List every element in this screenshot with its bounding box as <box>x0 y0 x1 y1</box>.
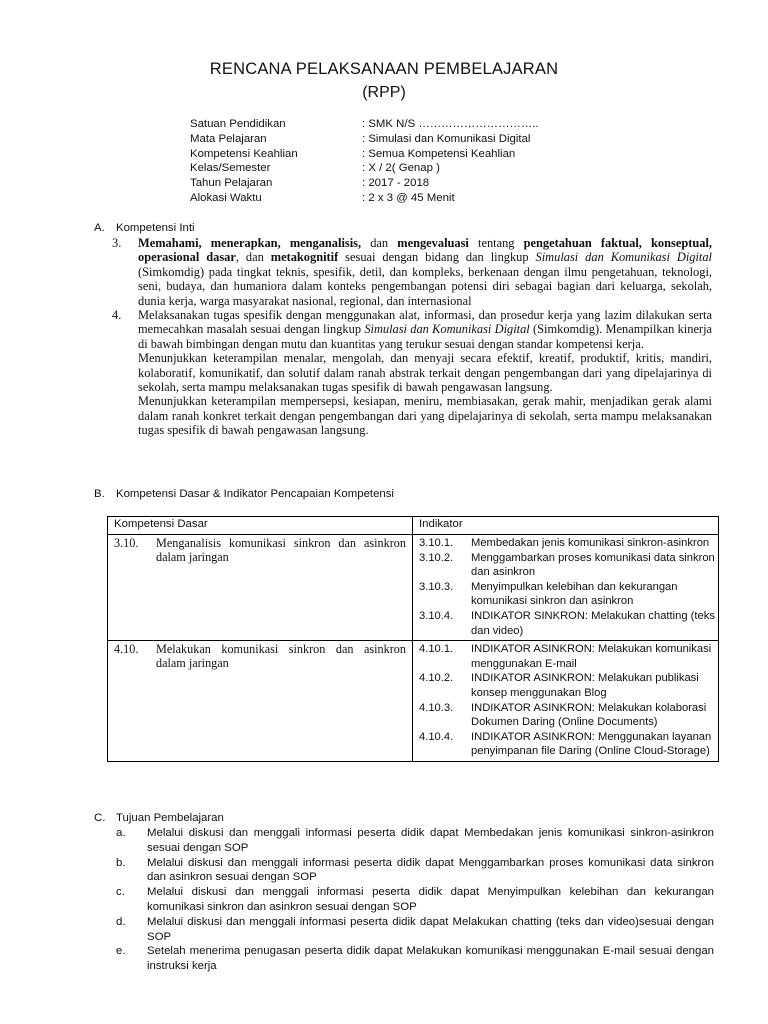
ki-bold-text: Memahami, menerapkan, menganalisis, <box>138 236 362 250</box>
identity-label: Alokasi Waktu <box>190 191 262 204</box>
section-title: Tujuan Pembelajaran <box>116 812 224 824</box>
kd-cell <box>108 535 413 641</box>
ki-italic-text: Simulasi dan Komunikasi Digital <box>535 250 712 265</box>
list-text: Melalui diskusi dan menggali informasi peserta didik dapat Menyimpulkan kelebihan dan kekurangan komunikasi sinkron dan asinkron sesuai dengan SOP <box>147 886 714 913</box>
identity-block <box>190 117 539 206</box>
indicator-item <box>419 609 716 638</box>
section-title: Kompetensi Dasar & Indikator Pencapaian Kompetensi <box>116 488 394 500</box>
kd-entry <box>114 642 406 670</box>
list-letter: d. <box>116 915 126 928</box>
list-item <box>116 885 714 915</box>
list-letter: a. <box>116 827 126 839</box>
ki-bold-text: metakognitif <box>270 250 339 265</box>
kd-number: 4.10. <box>114 642 139 657</box>
ki-text-run: tentang <box>468 236 524 250</box>
identity-label: Kompetensi Keahlian <box>190 147 298 160</box>
list-item <box>116 856 714 886</box>
identity-value: : X / 2( Genap ) <box>362 162 440 175</box>
indicator-number: 4.10.4. <box>419 730 454 743</box>
list-letter: e. <box>116 945 126 958</box>
ki-bold-text: mengevaluasi <box>397 236 469 250</box>
indicator-number: 4.10.1. <box>419 643 454 656</box>
indicator-text: Menyimpulkan kelebihan dan kekurangan komunikasi sinkron dan asinkron <box>471 580 678 608</box>
indicator-text: INDIKATOR SINKRON: Melakukan chatting (teks dan video) <box>471 609 715 637</box>
section-b-heading <box>94 487 394 502</box>
kd-indicator-table <box>107 516 719 762</box>
ki-italic-text: Simulasi dan Komunikasi Digital <box>364 322 530 337</box>
ki-text-run: (Simkomdig) pada tingkat teknis, spesifik, detil, dan kompleks, berkenaan dengan ilmu pengetahuan, teknologi, seni, budaya, dan humaniora dalam konteks pengembangan potensi diri sebagai bagian dari keluarga, sekolah, dunia kerja, warga masyarakat nasional, regional, dan internasional <box>138 264 712 308</box>
document-title: RENCANA PELAKSANAAN PEMBELAJARAN <box>209 60 559 78</box>
kd-text: Melakukan komunikasi sinkron dan asinkron dalam jaringan <box>156 642 406 671</box>
indicator-cell <box>413 535 719 641</box>
identity-row <box>190 147 539 162</box>
kd-number: 3.10. <box>114 536 139 550</box>
ki-number: 3. <box>112 236 122 250</box>
list-text: Melalui diskusi dan menggali informasi peserta didik dapat Membedakan jenis komunikasi sinkron-asinkron sesuai dengan SOP <box>147 827 714 854</box>
list-letter: c. <box>116 886 125 899</box>
kd-text: Menganalisis komunikasi sinkron dan asinkron dalam jaringan <box>156 536 406 564</box>
table-header: Kompetensi Dasar <box>108 517 413 535</box>
list-item <box>116 944 714 974</box>
indicator-number: 3.10.1. <box>419 537 454 549</box>
identity-value: : Semua Kompetensi Keahlian <box>362 147 516 160</box>
ki-text-run: sesuai dengan bidang dan lingkup <box>338 250 536 265</box>
indicator-number: 3.10.3. <box>419 580 454 593</box>
table-row <box>108 535 719 641</box>
section-letter: A. <box>94 222 105 234</box>
indicator-item <box>419 642 716 671</box>
indicator-item <box>419 730 716 759</box>
identity-label: Satuan Pendidikan <box>190 118 286 130</box>
kd-cell <box>108 641 413 762</box>
indicator-item <box>419 536 716 551</box>
identity-value: : SMK N/S ………………………….. <box>362 118 539 130</box>
indicator-item <box>419 671 716 700</box>
indicator-item <box>419 551 716 580</box>
ki-text-run: , dan <box>235 250 271 265</box>
indicator-text: INDIKATOR ASINKRON: Melakukan publikasi konsep menggunakan Blog <box>471 672 699 699</box>
kompetensi-inti <box>112 236 712 438</box>
indicator-text: Membedakan jenis komunikasi sinkron-asinkron <box>471 537 710 549</box>
identity-row <box>190 191 539 206</box>
identity-row <box>190 161 539 176</box>
ki-bold-text: pengetahuan faktual, konseptual, operasional dasar <box>138 236 712 265</box>
section-a-heading <box>94 221 195 236</box>
list-text: Melalui diskusi dan menggali informasi peserta didik dapat Melakukan chatting (teks dan video)sesuai dengan SOP <box>147 915 714 943</box>
indicator-number: 4.10.2. <box>419 672 454 685</box>
ki-item-3 <box>112 236 712 308</box>
table-header-row <box>108 517 719 535</box>
ki-text <box>138 308 712 351</box>
identity-row <box>190 176 539 191</box>
section-letter: B. <box>94 488 105 500</box>
identity-value: : 2 x 3 @ 45 Menit <box>362 191 455 204</box>
ki-paragraph: Menunjukkan keterampilan menalar, mengolah, dan menyaji secara efektif, kreatif, produktif, kritis, mandiri, kolaboratif, komunikatif, dan solutif dalam ranah abstrak terkait dengan pengembangan dari yang dipelajarinya di sekolah, serta mampu melaksanakan tugas spesifik di bawah pengawasan langsung. <box>138 351 712 395</box>
identity-label: Mata Pelajaran <box>190 132 267 145</box>
indicator-number: 3.10.2. <box>419 551 454 564</box>
indicator-item <box>419 701 716 730</box>
tujuan-list <box>116 826 714 974</box>
table-row <box>108 641 719 762</box>
document-subtitle: (RPP) <box>362 84 406 101</box>
section-letter: C. <box>94 812 106 824</box>
list-item <box>116 826 714 856</box>
indicator-number: 3.10.4. <box>419 609 454 622</box>
list-item <box>116 915 714 945</box>
list-text: Setelah menerima penugasan peserta didik dapat Melakukan komunikasi menggunakan E-mail sesuai dengan instruksi kerja <box>147 945 714 973</box>
indicator-text: INDIKATOR ASINKRON: Melakukan komunikasi menggunakan E-mail <box>471 643 712 670</box>
ki-number: 4. <box>112 308 122 323</box>
identity-value: : Simulasi dan Komunikasi Digital <box>362 132 531 145</box>
ki-text <box>138 236 712 308</box>
identity-row <box>190 132 539 147</box>
section-title: Kompetensi Inti <box>116 222 195 234</box>
ki-paragraph: Menunjukkan keterampilan mempersepsi, kesiapan, meniru, membiasakan, gerak mahir, menjadikan gerak alami dalam ranah konkret terkait dengan pengembangan dari yang dipelajarinya di sekolah, serta mampu melaksanakan tugas spesifik di bawah pengawasan langsung. <box>138 394 712 438</box>
indicator-text: INDIKATOR ASINKRON: Menggunakan layanan penyimpanan file Daring (Online Cloud-Storage) <box>471 730 712 758</box>
indicator-item <box>419 580 716 609</box>
section-c-heading <box>94 811 224 826</box>
list-letter: b. <box>116 856 126 869</box>
identity-label: Kelas/Semester <box>190 162 271 175</box>
identity-row <box>190 117 539 132</box>
ki-text-run: dan <box>361 236 398 250</box>
identity-value: : 2017 - 2018 <box>362 177 430 190</box>
indicator-number: 4.10.3. <box>419 701 454 714</box>
indicator-text: INDIKATOR ASINKRON: Melakukan kolaborasi Dokumen Daring (Online Documents) <box>471 701 707 729</box>
table-header: Indikator <box>413 517 719 535</box>
kd-entry <box>114 536 406 564</box>
ki-text-run: Melaksanakan tugas spesifik dengan menggunakan alat, informasi, dan prosedur kerja yang lazim dilakukan serta memecahkan masalah sesuai dengan lingkup <box>138 308 712 337</box>
indicator-text: Menggambarkan proses komunikasi data sinkron dan asinkron <box>471 551 715 579</box>
ki-text-run: (Simkomdig). Menampilkan kinerja di bawah bimbingan dengan mutu dan kuantitas yang terukur sesuai dengan standar kompetensi kerja. <box>138 322 713 351</box>
ki-item-4 <box>112 308 712 438</box>
identity-label: Tahun Pelajaran <box>190 177 273 190</box>
list-text: Melalui diskusi dan menggali informasi peserta didik dapat Menggambarkan proses komunikasi data sinkron dan asinkron sesuai dengan SOP <box>147 856 714 884</box>
indicator-cell <box>413 641 719 762</box>
